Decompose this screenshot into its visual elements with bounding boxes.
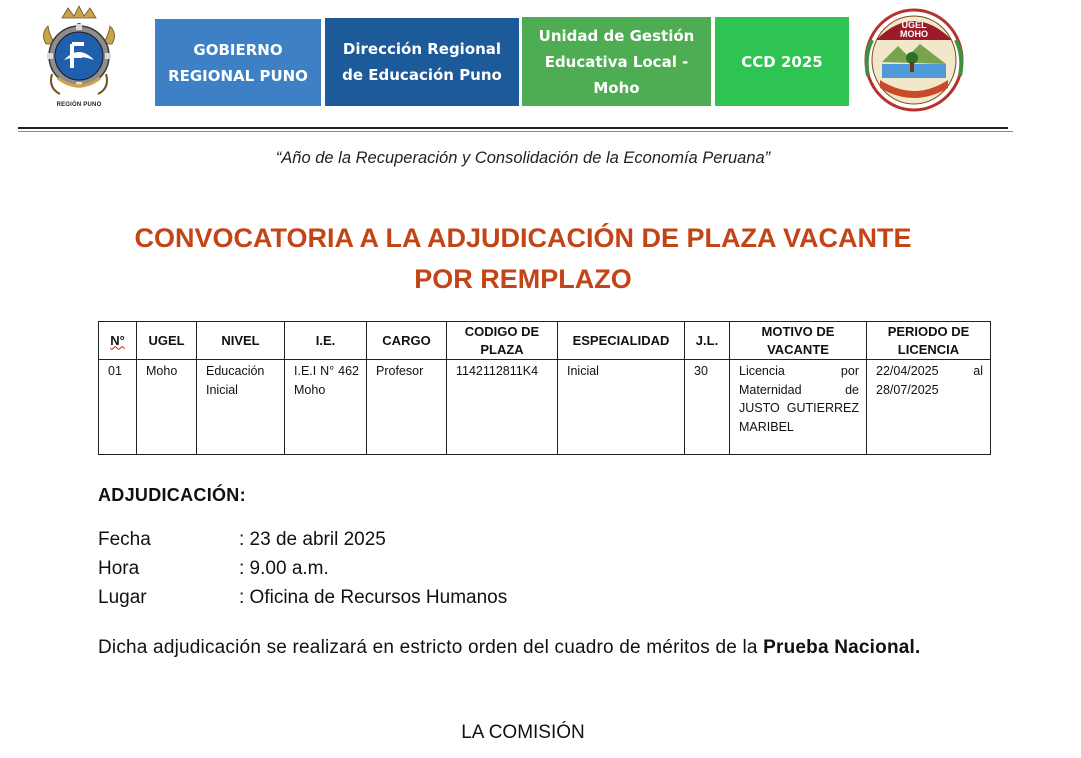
header-box-gobierno-regional (155, 19, 321, 106)
emblem-caption: REGIÓN PUNO (56, 102, 102, 108)
table-header-row (99, 322, 991, 360)
column-header (99, 322, 137, 360)
region-puno-emblem (38, 4, 120, 116)
column-header: CARGO (367, 322, 447, 360)
header-box-ugel (522, 17, 711, 106)
cell-cargo: Profesor (367, 360, 447, 455)
header-box-ccd (715, 17, 849, 106)
svg-text:UGEL: UGEL (901, 20, 927, 30)
document-subtitle: POR REMPLAZO (414, 264, 632, 294)
cell-especialidad: Inicial (558, 360, 685, 455)
year-motto: “Año de la Recuperación y Consolidación de la Economía Peruana” (275, 149, 771, 167)
adjudication-note (98, 633, 948, 662)
header-box-label: Unidad de Gestión Educativa Local - Moho (538, 26, 695, 97)
column-header: MOTIVO DE VACANTE (730, 322, 867, 360)
column-header: J.L. (685, 322, 730, 360)
column-header: CODIGO DE PLAZA (447, 322, 558, 360)
column-header: ESPECIALIDAD (558, 322, 685, 360)
table-row (99, 360, 991, 455)
column-header: NIVEL (197, 322, 285, 360)
cell-institucion: I.E.I N° 462 Moho (285, 360, 367, 455)
signature-line: LA COMISIÓN (461, 722, 585, 743)
header-divider (18, 127, 1008, 129)
note-text: Dicha adjudicación se realizará en estricto orden del cuadro de méritos de la (98, 637, 764, 658)
ugel-moho-emblem (862, 6, 966, 112)
header-divider-thin (18, 131, 1013, 132)
lugar-value: : Oficina de Recursos Humanos (239, 587, 508, 608)
note-bold-text: Prueba Nacional. (763, 637, 921, 658)
hora-label: Hora (98, 558, 140, 579)
column-header: PERIODO DE LICENCIA (867, 322, 991, 360)
cell-ugel: Moho (137, 360, 197, 455)
vacancy-table (98, 321, 991, 455)
column-header-label: N° (110, 332, 125, 348)
cell-periodo: 22/04/2025 al 28/07/2025 (867, 360, 991, 455)
header-box-label: CCD 2025 (741, 52, 823, 71)
cell-nivel: Educación Inicial (197, 360, 285, 455)
document-title: CONVOCATORIA A LA ADJUDICACIÓN DE PLAZA VACANTE (134, 223, 912, 253)
cell-motivo: Licencia por Maternidad de JUSTO GUTIERREZ MARIBEL (730, 360, 867, 455)
hora-value: : 9.00 a.m. (239, 558, 329, 579)
header-box-label: Dirección Regional de Educación Puno (342, 40, 502, 84)
lugar-label: Lugar (98, 587, 147, 608)
column-header: UGEL (137, 322, 197, 360)
header-box-label: GOBIERNO REGIONAL PUNO (168, 40, 308, 85)
svg-text:MOHO: MOHO (900, 29, 928, 39)
cell-codigo-plaza: 1142112811K4 (447, 360, 558, 455)
header-box-direccion-regional (325, 18, 519, 106)
fecha-label: Fecha (98, 529, 151, 550)
adjudicacion-heading: ADJUDICACIÓN: (98, 485, 246, 505)
cell-number: 01 (99, 360, 137, 455)
cell-jornada: 30 (685, 360, 730, 455)
column-header: I.E. (285, 322, 367, 360)
fecha-value: : 23 de abril 2025 (239, 529, 386, 550)
